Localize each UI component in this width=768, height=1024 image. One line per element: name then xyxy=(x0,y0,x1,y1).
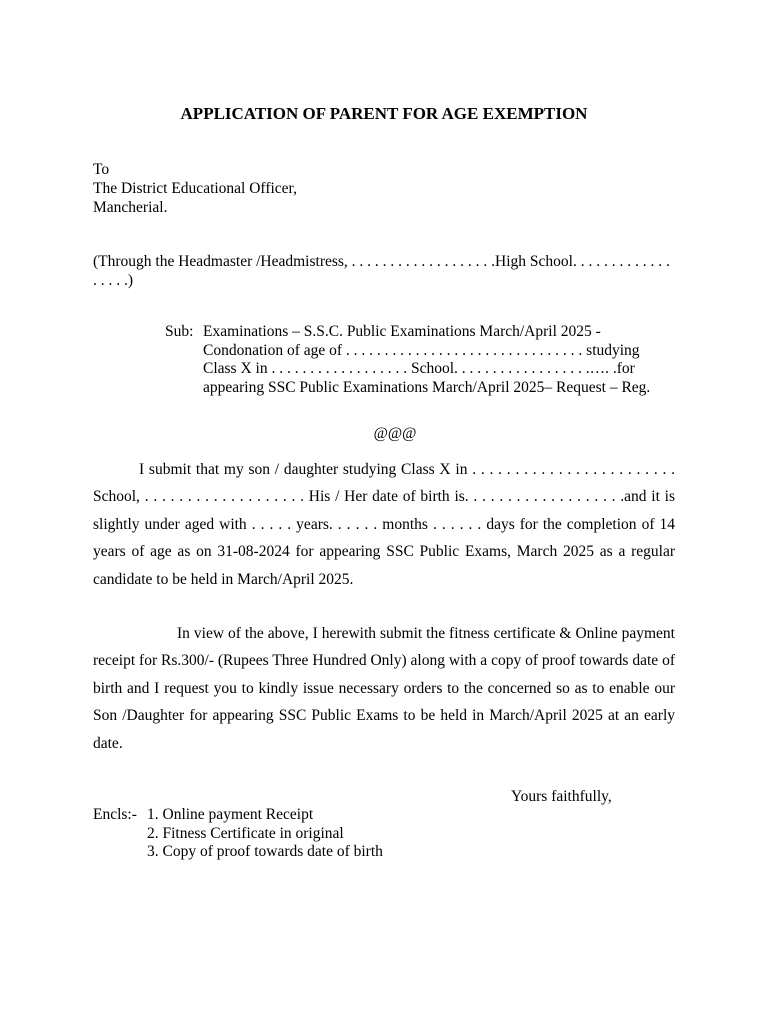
through-line: (Through the Headmaster /Headmistress, . . . . . . . . . . . . . . . . . . .High School. . . . . . . . . . . . . . . . . .) xyxy=(93,253,670,289)
signoff: Yours faithfully, xyxy=(511,788,612,805)
recipient-address xyxy=(93,160,297,217)
subject-text: Examinations – S.S.C. Public Examinations March/April 2025 -Condonation of age of . . . . . . . . . . . . . . . . . . . . . . . . . . . . . . . studying Class X in . . . . . . . . . . . . . . . . . . School. . . . . . . . . . . . . . . . . .…. .for appearing SSC Public Examinations March/April 2025– Request – Reg. xyxy=(203,323,651,396)
enclosure-item: 3. Copy of proof towards date of birth xyxy=(147,843,383,860)
enclosure-item: 2. Fitness Certificate in original xyxy=(147,824,344,842)
body-paragraph-2-text: In view of the above, I herewith submit the fitness certificate & Online payment receipt for Rs.300/- (Rupees Three Hundred Only) along with a copy of proof towards date of birth and I request you to kindly issue necessary orders to the concerned so as to enable our Son /Daughter for appearing SSC Public Exams to be held in March/April 2025 at an early date. xyxy=(93,625,675,752)
subject-block xyxy=(165,323,677,397)
body-paragraph-2 xyxy=(93,620,675,757)
section-marker: @@@ xyxy=(373,425,417,442)
enclosure-item: 1. Online payment Receipt xyxy=(147,806,314,823)
body-paragraph-1 xyxy=(93,456,675,593)
subject-label: Sub: xyxy=(165,323,194,340)
recipient-line-2: Mancherial. xyxy=(93,199,168,216)
body-paragraph-1-text: I submit that my son / daughter studying Class X in . . . . . . . . . . . . . . . . . . . . . . . . School, . . . . . . . . . . . . . . . . . . . His / Her date of birth is. . . . . . . . . . . . . . . . . . .and it is slightly under aged with . . . . . years. . . . . . months . . . . . . days for the completion of 14 years of age as on 31-08-2024 for appearing SSC Public Exams, March 2025 as a regular candidate to be held in March/April 2025. xyxy=(93,461,675,588)
enclosures-block xyxy=(93,806,383,862)
recipient-line-1: The District Educational Officer, xyxy=(93,180,297,197)
document-title: APPLICATION OF PARENT FOR AGE EXEMPTION xyxy=(180,104,588,123)
enclosures-label: Encls:- xyxy=(93,806,137,823)
salutation: To xyxy=(93,161,110,178)
